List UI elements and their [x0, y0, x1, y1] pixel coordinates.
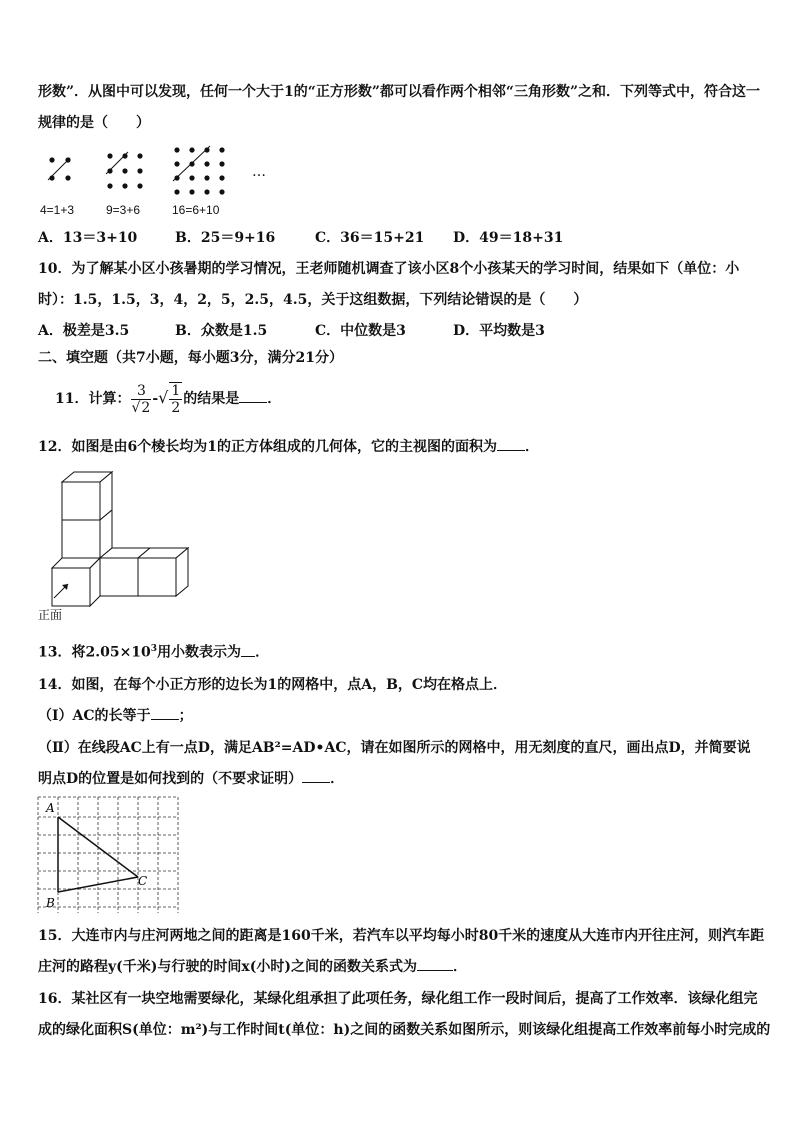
cube-solid-figure: [34, 464, 194, 624]
q14-part1-end: ；: [178, 708, 193, 724]
q13-answer-blank[interactable]: [241, 656, 255, 657]
figure-16: [173, 146, 225, 195]
section-heading: 二、填空题（共7小题，每小题3分，满分21分）: [38, 350, 343, 366]
q14-part1-blank[interactable]: [151, 719, 179, 720]
q12-front-label: 正面: [38, 608, 63, 622]
q9-option-b[interactable]: B．25＝9+16: [175, 230, 276, 246]
q15-stem: 庄河的路程y(千米)与行驶的时间x(小时)之间的函数关系式为: [38, 959, 417, 975]
grid-triangle-figure: [36, 795, 182, 917]
q11-text: [55, 381, 281, 416]
q10-text-line2: 时）：1.5，1.5，3，4，2，5，2.5，4.5，关于这组数据，下列结论错误的是（ ）: [38, 292, 588, 308]
q9-text-line2: 规律的是（ ）: [38, 115, 150, 131]
q16-text-line2: 成的绿化面积S(单位：m²)与工作时间t(单位：h)之间的函数关系如图所示，则该绿化组提高工作效率前每小时完成的: [38, 1022, 771, 1038]
q15-answer-blank[interactable]: [417, 970, 453, 971]
q10-option-d[interactable]: D．平均数是3: [453, 323, 545, 339]
figure-4: [48, 157, 71, 180]
q9-ellipsis: …: [252, 164, 266, 180]
figure-9: [106, 152, 143, 189]
q9-option-d[interactable]: D．49＝18+31: [453, 230, 564, 246]
q14-part2-end: ．: [330, 771, 345, 787]
q14-part2-text: 明点D的位置是如何找到的（不要求证明）: [38, 771, 303, 787]
q9-option-c[interactable]: C．36＝15+21: [315, 230, 425, 246]
label-c: C: [138, 874, 148, 888]
q10-option-c[interactable]: C．中位数是3: [315, 323, 406, 339]
q11-denominator-1: √2: [131, 399, 151, 416]
q15-end: ．: [452, 959, 467, 975]
q12-answer-blank[interactable]: [497, 450, 525, 451]
q11-numerator-2: 1: [171, 383, 181, 399]
q9-text-line1: 形数”．从图中可以发现，任何一个大于1的“正方形数”都可以看作两个相邻“三角形数”之和．下列等式中，符合这一: [38, 84, 761, 100]
q11-end: ．: [267, 391, 282, 407]
q12-text: [38, 438, 539, 456]
q12-end: ．: [524, 439, 539, 455]
q13-suffix: 用小数表示为: [157, 644, 242, 661]
q9-option-a[interactable]: A．13＝3+10: [38, 230, 138, 246]
q14-part1-text: （Ⅰ）AC的长等于: [38, 708, 151, 724]
q15-text-line1: 15．大连市内与庄河两地之间的距离是160千米，若汽车以平均每小时80千米的速度从大连市内开往庄河，则汽车距: [38, 928, 765, 944]
q14-part2-line2: [38, 770, 344, 788]
q13-exponent: 3: [150, 644, 158, 654]
q13-prefix: 13．将2.05×10: [38, 644, 151, 661]
q11-prefix: 11．计算：: [55, 391, 131, 407]
q9-caption-1: 4=1+3: [40, 203, 75, 217]
q9-caption-3: 16=6+10: [172, 203, 220, 217]
q11-fraction-1: [131, 383, 151, 416]
sqrt-icon: √: [158, 388, 169, 407]
q14-part1: [38, 707, 193, 725]
label-a: A: [46, 801, 55, 815]
label-b: B: [46, 896, 55, 910]
q12-stem: 12．如图是由6个棱长均为1的正方体组成的几何体，它的主视图的面积为: [38, 439, 497, 455]
q13-text: [38, 640, 269, 662]
q14-part2-blank[interactable]: [302, 782, 330, 783]
q11-radicand-1: 2: [141, 399, 151, 416]
q10-option-b[interactable]: B．众数是1.5: [175, 323, 268, 339]
q16-text-line1: 16．某社区有一块空地需要绿化，某绿化组承担了此项任务，绿化组工作一段时间后，提高了工作效率．该绿化组完: [38, 991, 758, 1007]
q11-denominator-2: 2: [171, 400, 181, 416]
q9-caption-2: 9=3+6: [106, 203, 141, 217]
q13-end: ．: [255, 644, 270, 661]
dot-figures: [30, 140, 280, 200]
q11-fraction-2: [169, 382, 182, 416]
q14-part2-line1: （Ⅱ）在线段AC上有一点D，满足AB²=AD•AC，请在如图所示的网格中，用无刻度的直尺，画出点D，并简要说: [38, 740, 751, 756]
q15-text-line2: [38, 958, 467, 976]
q11-answer-blank[interactable]: [239, 402, 267, 403]
q10-option-a[interactable]: A．极差是3.5: [38, 323, 130, 339]
q14-text-line1: 14．如图，在每个小正方形的边长为1的网格中，点A，B，C均在格点上．: [38, 677, 508, 693]
q11-minus: -: [152, 391, 159, 407]
q11-suffix: 的结果是: [183, 391, 240, 407]
q10-text-line1: 10．为了解某小区小孩暑期的学习情况，王老师随机调查了该小区8个小孩某天的学习时间，结果如下（单位：小: [38, 261, 740, 277]
q11-numerator-1: 3: [131, 383, 151, 400]
